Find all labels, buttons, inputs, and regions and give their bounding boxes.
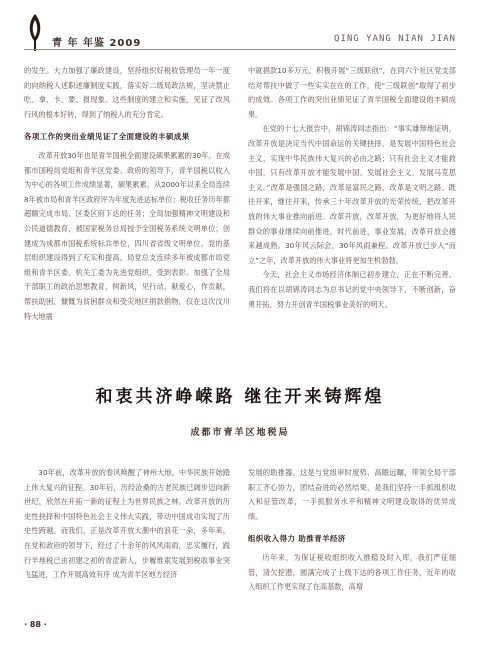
article-byline: 成都市青羊区地税局 xyxy=(190,428,290,438)
header-divider xyxy=(24,49,456,50)
lower-left-column xyxy=(24,466,230,583)
paragraph: 今天，社会主义市场经济体制已初步建立，正在不断完善。我们将在以胡锦涛同志为总书记的党中央领导下，不断创新，奋勇开拓，努力开创青羊国税事业美好的明天。 xyxy=(248,270,456,309)
header-brand: QING YANG NIAN JIAN xyxy=(334,34,456,44)
paragraph: 发展的助推器。这是与党组审时度势、高瞻远瞩，带领全局干部职工齐心协力，团结奋进的必然结果，是我们坚持一手抓组织收入和征管改革，一手抓服务水平和精神文明建设取得的优异成绩。 xyxy=(248,468,456,521)
paragraph: 中就捐款10多万元，积极开展“三级联创”，在同六个社区党支部结对帮扶中做了一些实实在在的工作，使“三级联创”取得了初步的成效。各项工作的突出业绩见证了青羊国税全面建设的丰硕成果。 xyxy=(248,66,456,119)
magazine-logo-icon xyxy=(24,12,46,52)
page-number: · 88 · xyxy=(24,620,47,629)
article-title: 和衷共济峥嵘路 继往开来铸辉煌 xyxy=(95,387,385,407)
section-heading: 组织收入得力 助推青羊经济 xyxy=(248,534,346,544)
page-header xyxy=(0,0,480,58)
paragraph: 历年来，为保证税收组织收入推稳及时入库，我们严征细管，清欠挖潜，圆满完成了上级下达的各项工作任务，近年的收入组织工作更实现了在高基数，高增 xyxy=(248,552,456,592)
paragraph: 30年前，改革开放的春风唤醒了神州大地，中华民族开始踏上伟大复兴的征程。30年后，历经沧桑的古老民族已阔步迈向新世纪，欣然在开拓一新的征程上为世界民族之林。改革开放的历史性抉择和中国特色社会主义伟大实践，带动中国成功实现了历史性跨越。而我们，正是改革开放大潮中的浪花一朵，多年来，在党和政府的领导下，经过了十余年的风风雨雨，忠实履行，践行羊地税已由初建之初的青涩新人，步履维艰发展到税收事业突飞猛进，工作开展高效有序 成为青羊区地方经济 xyxy=(24,468,230,580)
upper-right-column xyxy=(248,64,456,312)
upper-left-column xyxy=(24,64,230,324)
section-heading: 各项工作的突出业绩见证了全面建设的丰硕成果 xyxy=(24,132,190,142)
paragraph: 的发生。大力加强了廉政建设，坚持组织好税收管理员一年一度的向纳税人述职述廉制度实践，落实好二级局政法规，坚决禁止吃、拿、卡、要、报现象。这些制度的建立和实施，见证了改风行风的根本好转，得到了纳税人的充分肯定。 xyxy=(24,66,230,119)
paragraph: 改革开放30年也是青羊国税全面建设硕果累累的30年。在成都市国税局党组和青羊区党委、政府的领导下，青羊国税以收入为中心的各项工作成绩显著，硕果累累。从2000年以来全局连续8年被市局和青羊区政府评为年度先进达标单位；税收任务历年都超额完成市局、区委区府下达的任务；全局加强精神文明建设和公民道德教育，被国家税务总局授予全国税务系统文明单位；创建成为成都市国税系统标兵单位，四川省省级文明单位。党的基层组织建设得到了充实和提高，局党总支连续多年被成都市局党组和青羊区委、机关工委为先进党组织，受到表彰。加强了全局干部职工的政治思想教育，树新风，见行动，献爱心，作贡献，帮扶助困，慷慨为贫困群众和受灾地区捐款捐物，仅在这次汶川特大地震 xyxy=(24,150,230,321)
paragraph: 在党的十七大报告中，胡锦涛同志指出：“事实雄辩地证明，改革开放是决定当代中国命运的关键抉择，是发展中国特色社会主义、实现中华民族伟大复兴的必由之路；只有社会主义才能救中国，只有改革开放才能发展中国、发展社会主义、发展马克思主义。”改革是强国之路，改革是富民之路，改革是文明之路。既往开来，继往开来，传承三十年改革开放的光荣传统，把改革开放的伟大事业推向前进。改革开放，改革开放，为更好地将人民群众的事业继续向前推进。时代前进，事业发展，改革开放会越来越成熟。30年风云际会，30年风雨兼程。改革开放已步入“而立”之年，改革开放的伟大事业将更加生机勃勃。 xyxy=(248,124,456,265)
lower-right-column xyxy=(248,466,456,595)
header-title: 青 年 年鉴 2009 xyxy=(52,38,142,49)
